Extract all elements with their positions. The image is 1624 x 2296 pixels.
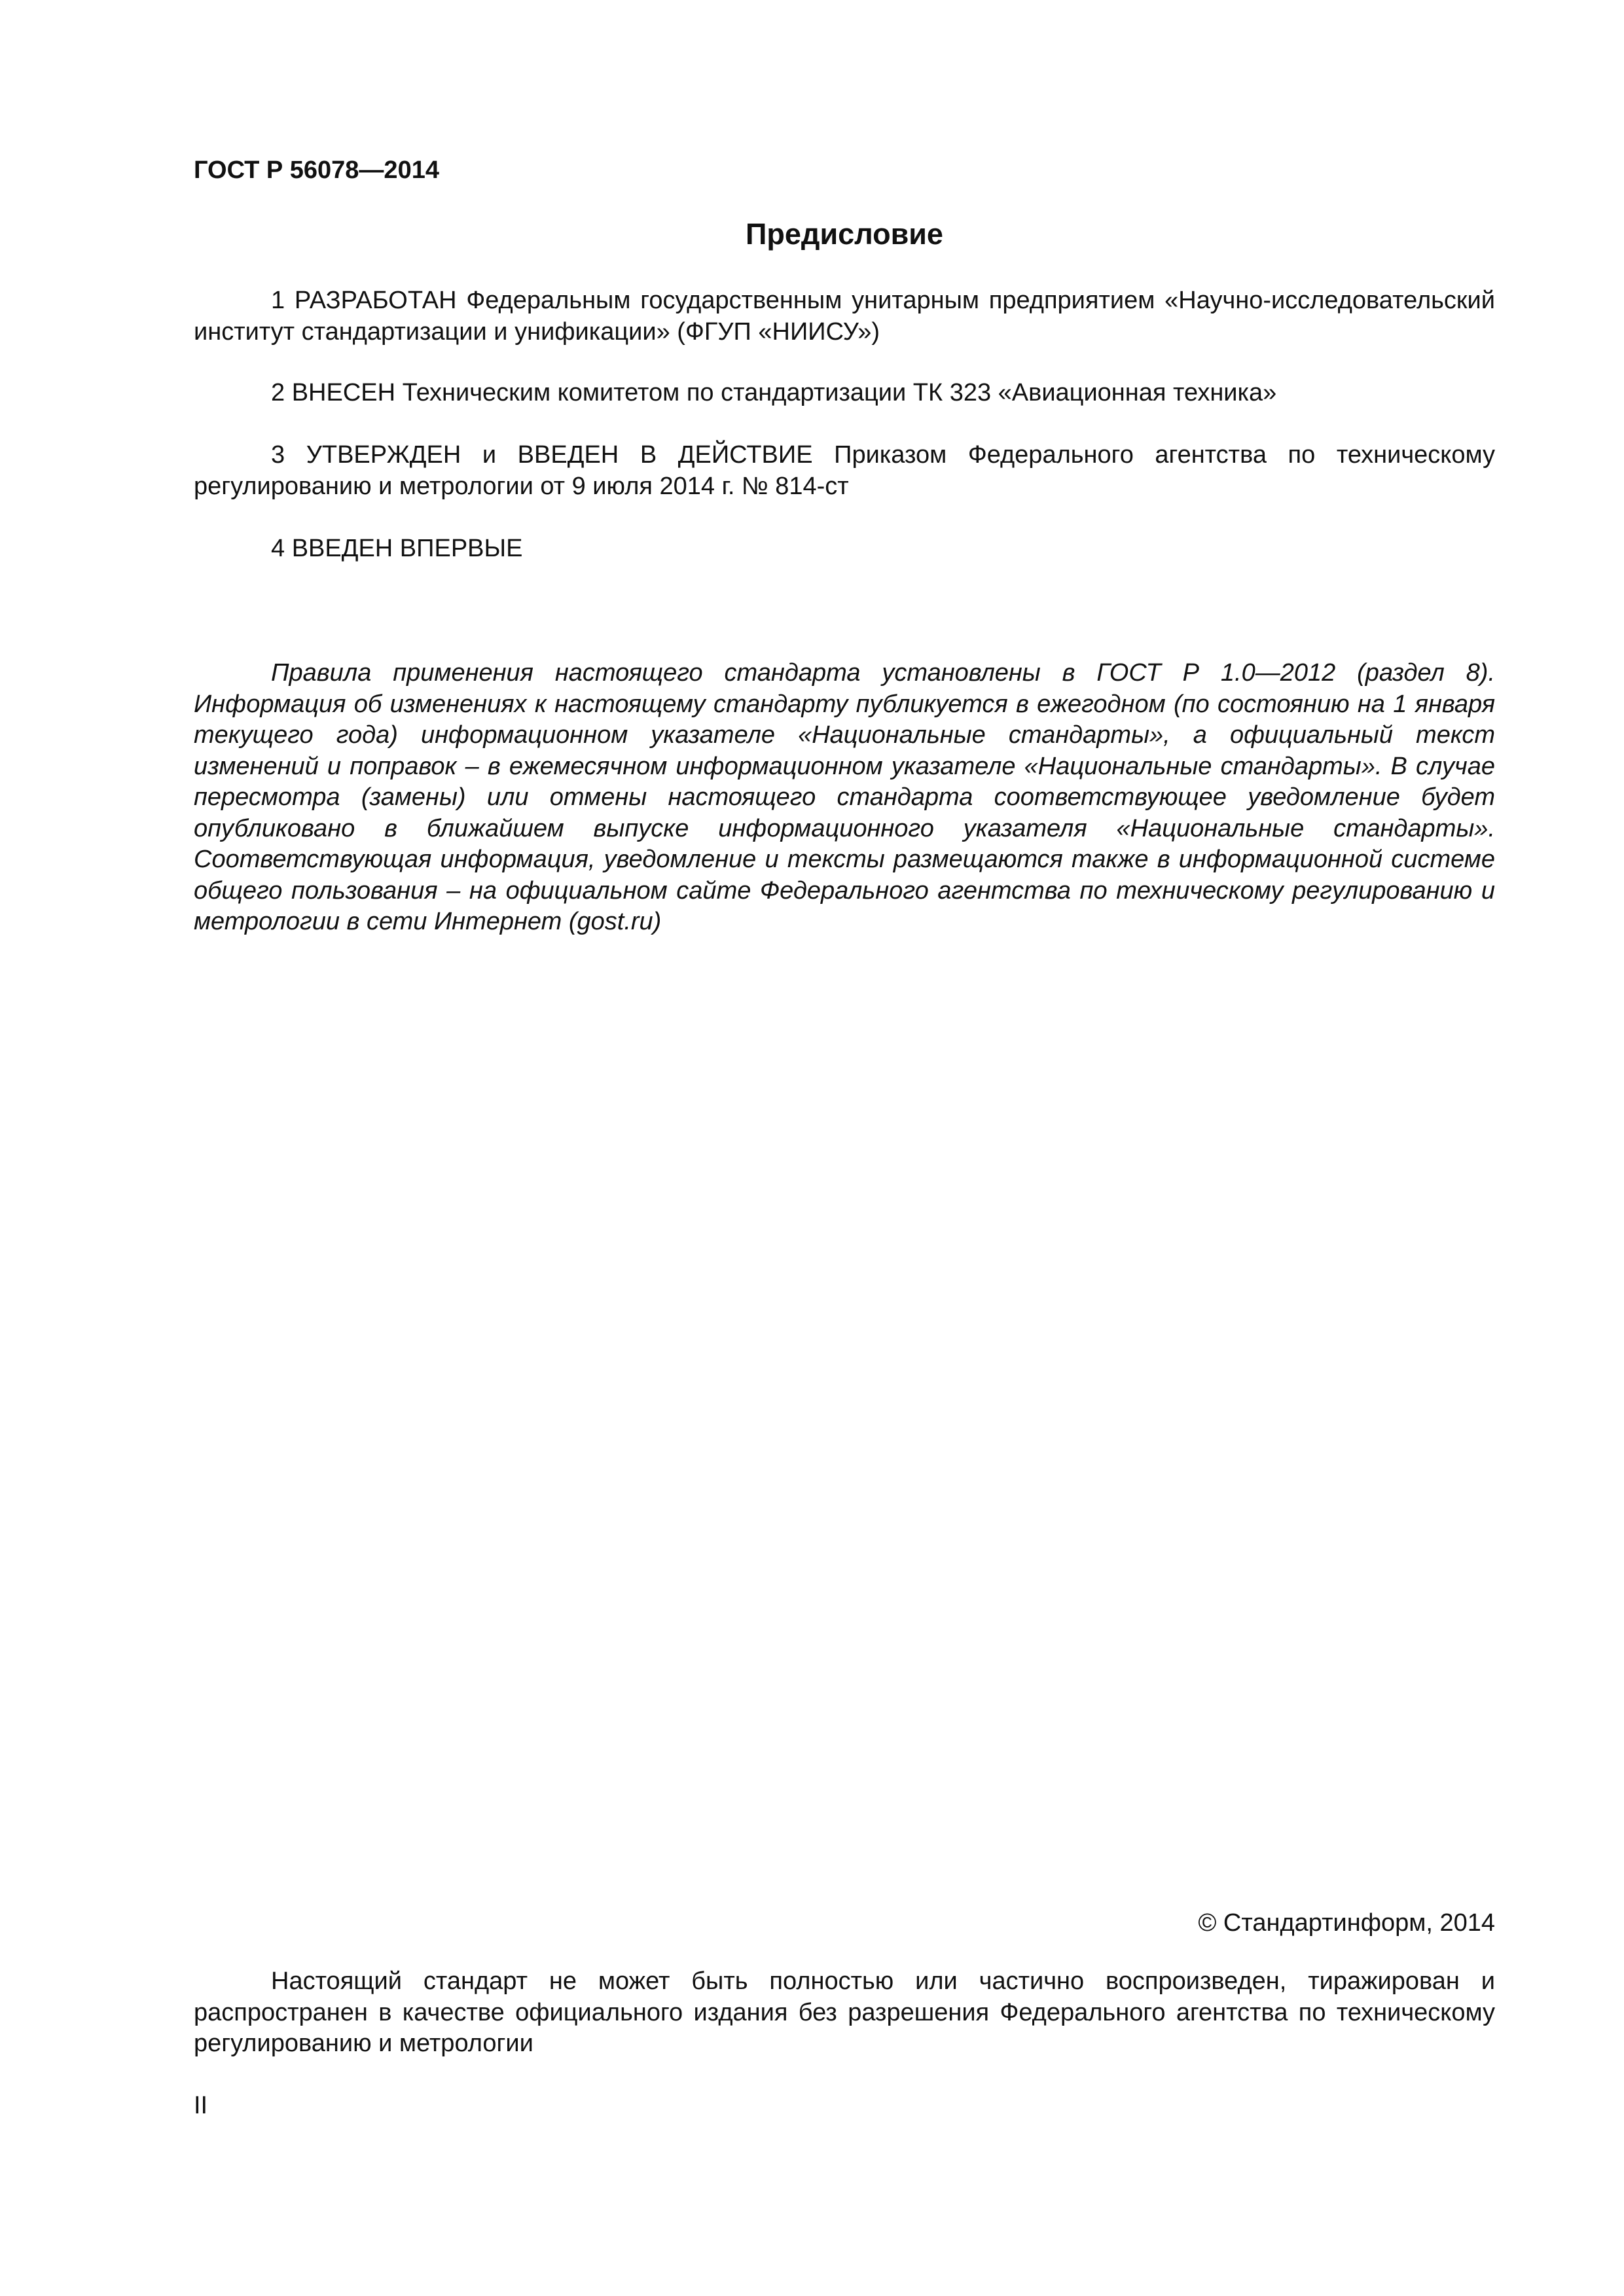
foreword-item-4: 4 ВВЕДЕН ВПЕРВЫЕ [271, 535, 523, 562]
foreword-item-2: 2 ВНЕСЕН Техническим комитетом по стандартизации ТК 323 «Авиационная техника» [271, 379, 1277, 406]
application-rules-note: Правила применения настоящего стандарта установлены в ГОСТ Р 1.0—2012 (раздел 8). Информация об изменениях к настоящему стандарту публикуется в ежегодном (по состоянию на 1 января текущего года) информационном указателе «Национальные стандарты», а официальный текст изменений и поправок – в ежемесячном информационном указателе «Национальные стандарты». В случае пересмотра (замены) или отмены настоящего стандарта соответствующее уведомление будет опубликовано в ближайшем выпуске информационного указателя «Национальные стандарты». Соответствующая информация, уведомление и тексты размещаются также в информационной системе общего пользования – на официальном сайте Федерального агентства по техническому регулированию и метрологии в сети Интернет (gost.ru) [194, 659, 1495, 935]
foreword-item-1: 1 РАЗРАБОТАН Федеральным государственным унитарным предприятием «Научно-исследовательский институт стандартизации и унификации» (ФГУП «НИИСУ») [194, 287, 1495, 346]
copyright-notice: © Стандартинформ, 2014 [1198, 1909, 1495, 1937]
standard-code: ГОСТ Р 56078—2014 [194, 156, 439, 184]
page-title: Предисловие [746, 217, 943, 251]
page-number: II [194, 2092, 208, 2119]
foreword-item-3: 3 УТВЕРЖДЕН и ВВЕДЕН В ДЕЙСТВИЕ Приказом Федерального агентства по техническому регулированию и метрологии от 9 июля 2014 г. № 814-ст [194, 441, 1495, 500]
reproduction-notice: Настоящий стандарт не может быть полностью или частично воспроизведен, тиражирован и распространен в качестве официального издания без разрешения Федерального агентства по техническому регулированию и метрологии [194, 1967, 1495, 2057]
